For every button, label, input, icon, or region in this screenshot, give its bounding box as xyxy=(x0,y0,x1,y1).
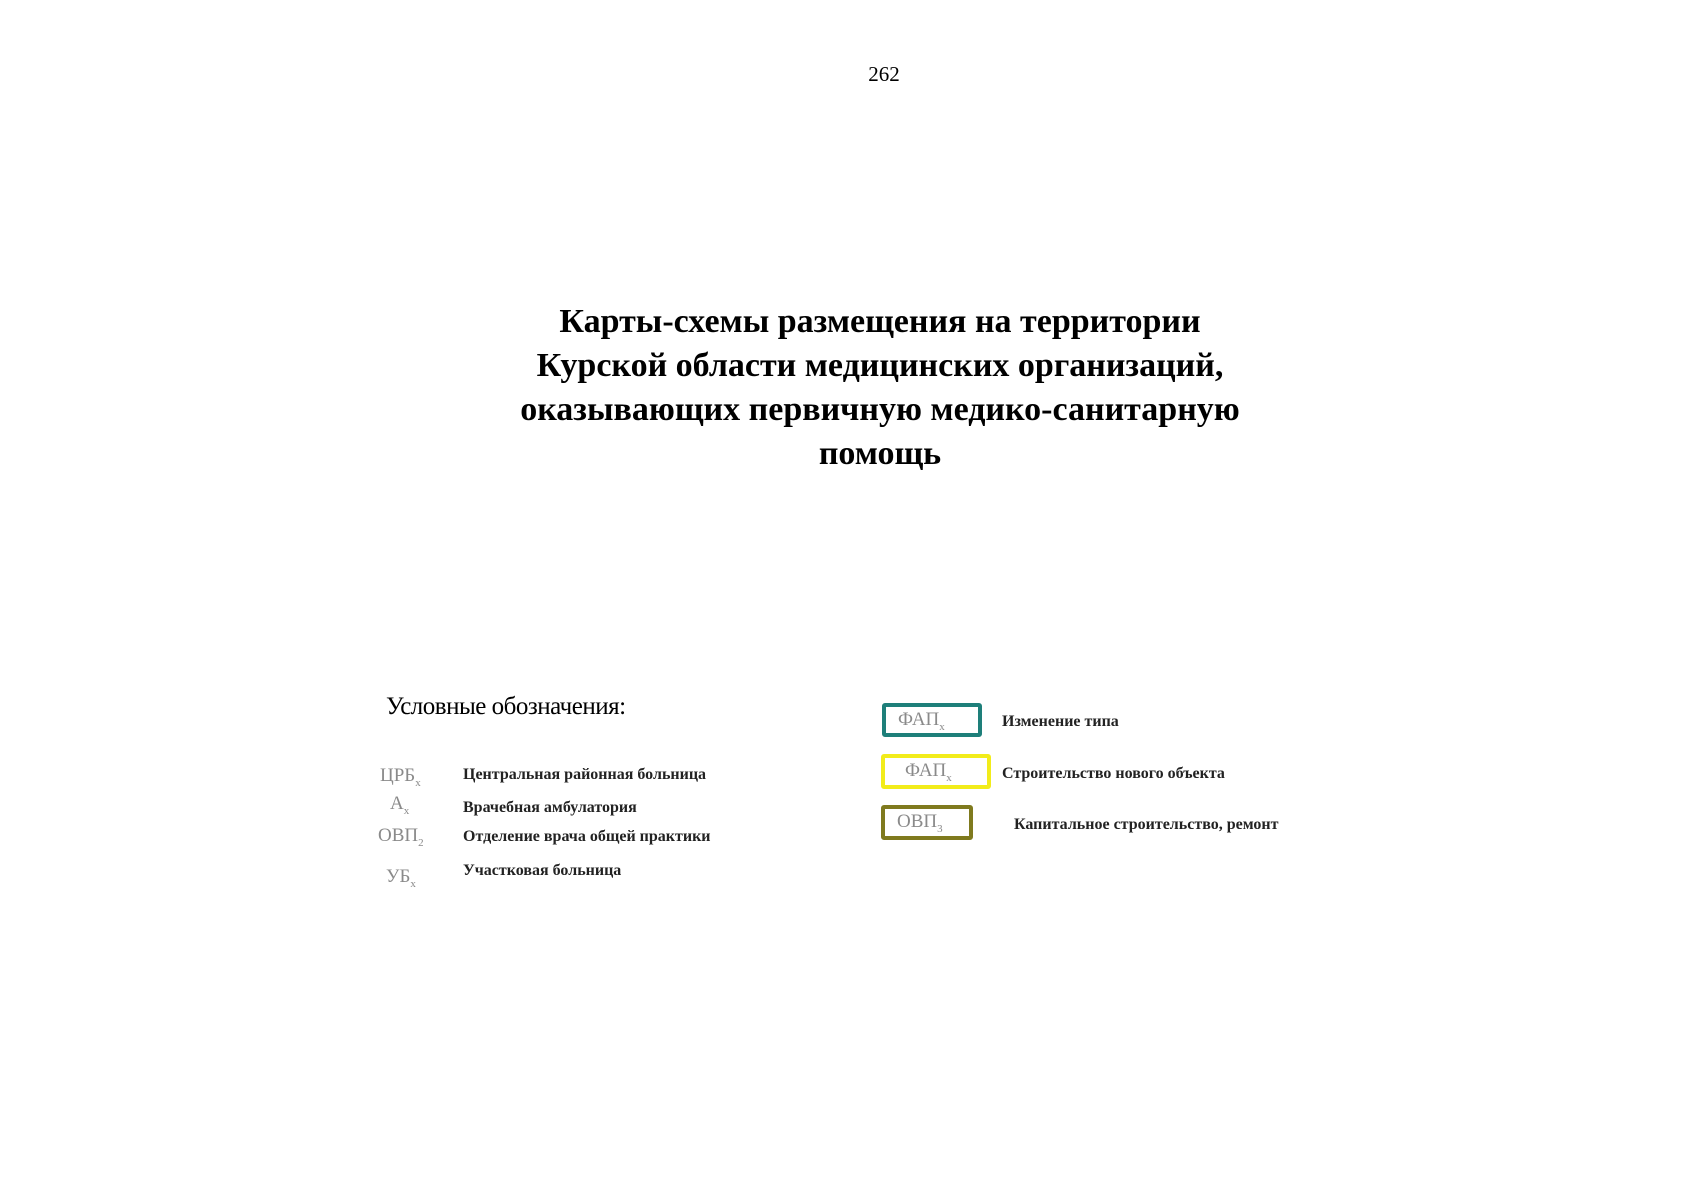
legend-abbr-ovp: $ОВП_2$ xyxy=(378,825,424,849)
legend-box-capital-repair: $ОВП_3$ xyxy=(881,805,973,840)
legend-box-type-change: $ФАП_x$ xyxy=(882,703,982,737)
legend-abbr-ub: $УБ_x$ xyxy=(386,866,416,890)
legend-heading: Условные обозначения: xyxy=(386,693,626,720)
legend-abbr-ambulatory: $А_x$ xyxy=(390,793,410,817)
legend-label-capital-repair: Капитальное строительство, ремонт xyxy=(1014,816,1279,833)
legend-label-crb: Центральная районная больница xyxy=(463,766,707,783)
title-line-3: оказывающих первичную медико-санитарную xyxy=(520,391,1240,428)
page-number: 262 xyxy=(868,62,900,86)
title-line-2: Курской области медицинских организаций, xyxy=(536,347,1224,384)
title-line-1: Карты-схемы размещения на территории xyxy=(559,303,1201,340)
title-line-4: помощь xyxy=(818,435,942,472)
legend-abbr-crb: $ЦРБ_x$ xyxy=(380,765,421,789)
legend-label-ub: Участковая больница xyxy=(463,862,622,879)
legend-box-new-construction: $ФАП_x$ xyxy=(881,754,991,789)
page-title xyxy=(440,300,1320,476)
legend-label-new-construction: Строительство нового объекта xyxy=(1002,765,1225,782)
legend-label-type-change: Изменение типа xyxy=(1002,713,1119,730)
legend-label-ambulatory: Врачебная амбулатория xyxy=(463,799,637,816)
legend-label-ovp: Отделение врача общей практики xyxy=(463,828,711,845)
